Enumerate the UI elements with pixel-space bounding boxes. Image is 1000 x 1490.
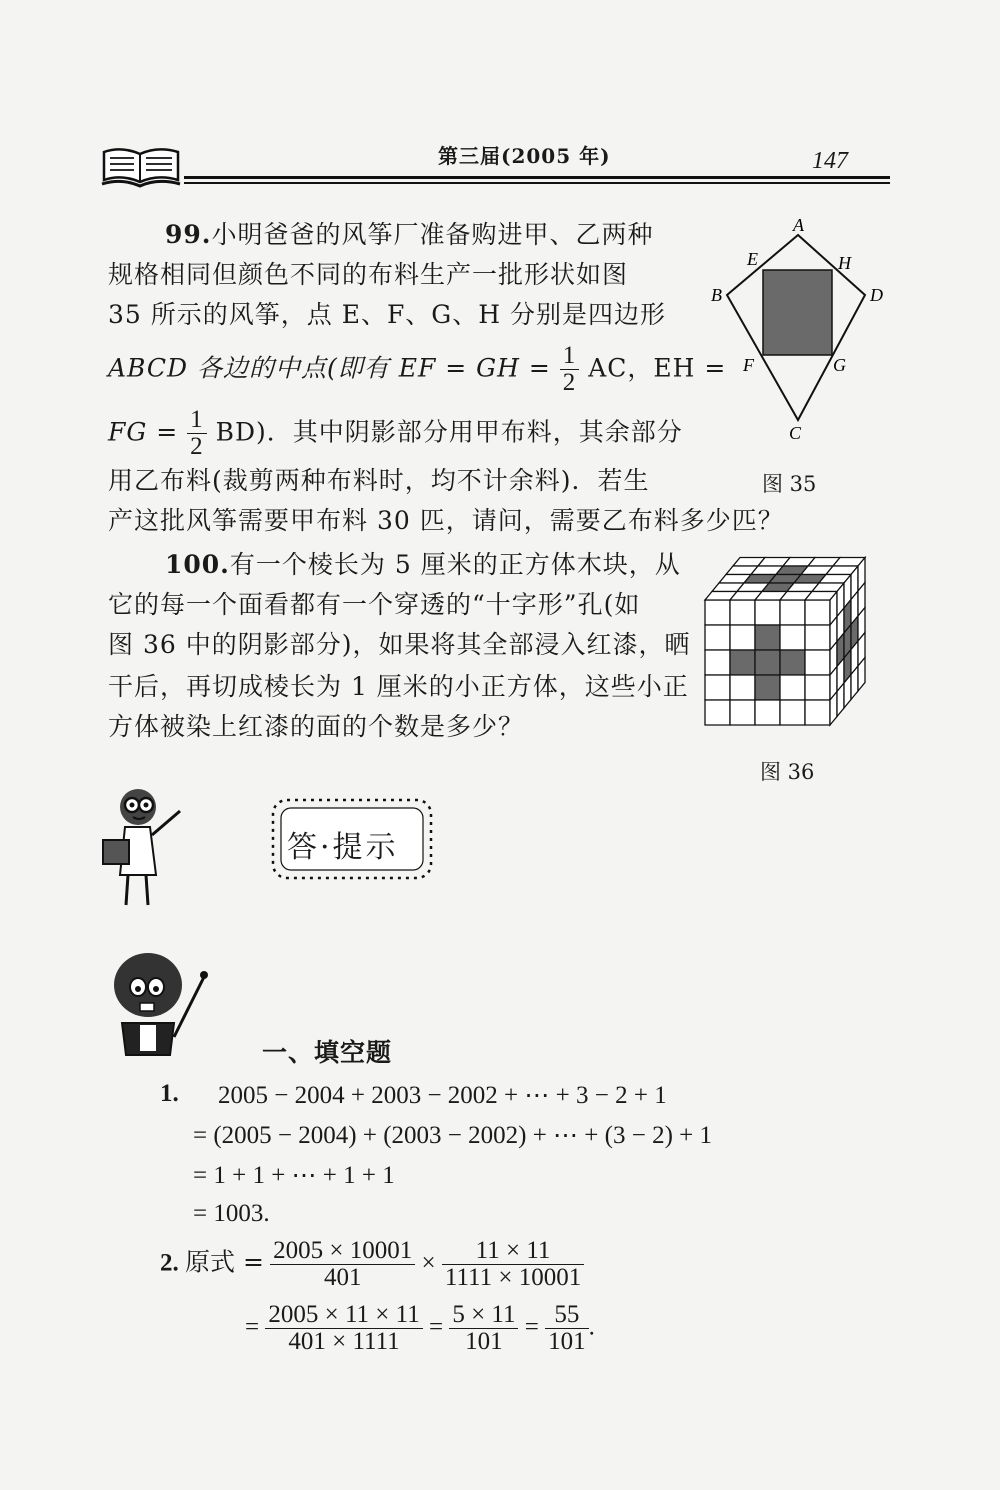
figure-36-caption: 图 36: [760, 760, 815, 784]
book-icon: [100, 140, 182, 190]
cube-front-cell: [755, 600, 780, 625]
label-B: B: [711, 285, 722, 305]
cube-front-cell: [730, 600, 755, 625]
p100-line5: 方体被染上红漆的面的个数是多少？: [108, 712, 525, 741]
header-title: 第三届(2005 年): [438, 144, 611, 168]
cube-front-cell: [730, 625, 755, 650]
p100-line4: 干后，再切成棱长为 1 厘米的小正方体，这些小正: [108, 672, 689, 701]
answers-banner-text: 答·提示: [287, 830, 399, 865]
cube-front-cell: [755, 700, 780, 725]
answer1-line1: 2005 − 2004 + 2003 − 2002 + ⋯ + 3 − 2 + 1: [218, 1082, 667, 1109]
answer1-line2: = (2005 − 2004) + (2003 − 2002) + ⋯ + (3 − 2) + 1: [193, 1122, 712, 1149]
label-A: A: [793, 215, 804, 235]
cube-front-cell: [730, 650, 755, 675]
header-rule-bottom: [184, 182, 890, 184]
p99-line5: FG = $\frac{1}{2}$ BD)．其中阴影部分用甲布料，其余部分: [108, 406, 683, 461]
cube-front-cell: [805, 675, 830, 700]
p99-line1: 99.小明爸爸的风筝厂准备购进甲、乙两种: [165, 220, 654, 249]
cube-front-cell: [805, 625, 830, 650]
cube-front-cell: [780, 700, 805, 725]
cube-front-cell: [730, 675, 755, 700]
p99-line4: ABCD 各边的中点(即有 EF = GH = $\frac{1}{2}$ AC，EH =: [108, 342, 727, 397]
cube-front-cell: [705, 625, 730, 650]
p100-line1: 100.有一个棱长为 5 厘米的正方体木块，从: [165, 550, 681, 579]
cube-front-cell: [730, 700, 755, 725]
p99-line6: 用乙布料(裁剪两种布料时，均不计余料)．若生: [108, 466, 650, 495]
label-D: D: [870, 285, 883, 305]
label-E: E: [747, 249, 758, 269]
p99-line7: 产这批风筝需要甲布料 30 匹，请问，需要乙布料多少匹？: [108, 506, 784, 535]
page-header: [100, 140, 890, 190]
p100-number: 100.: [165, 550, 230, 579]
answer2-number: 2.: [160, 1249, 179, 1277]
answer2-line1: 2. 原式 = $\frac{2005 \times 10001}{401}$ × $\frac{11 \times 11}{1111 \times 10001}$: [160, 1238, 584, 1292]
p99-line2: 规格相同但颜色不同的布料生产一批形状如图: [108, 260, 629, 289]
answer2-label: 原式 =: [185, 1247, 264, 1277]
label-H: H: [838, 253, 851, 273]
label-F: F: [743, 355, 754, 375]
p99-line3: 35 所示的风筝，点 E、F、G、H 分别是四边形: [108, 300, 667, 329]
fraction: $\frac{2005 \times 10001}{401}$: [270, 1238, 415, 1292]
fraction-half: $\frac{1}{2}$: [187, 407, 207, 461]
header-rule-top: [184, 176, 890, 179]
answer1-line4: = 1003.: [193, 1200, 270, 1227]
figure-35-caption: 图 35: [762, 472, 817, 496]
painter-cartoon: [100, 945, 210, 1070]
cube-front-cell: [705, 650, 730, 675]
p99-number: 99.: [165, 220, 212, 249]
answer1-number: 1.: [160, 1080, 179, 1107]
cube-front-cell: [705, 675, 730, 700]
figure-35-kite: [705, 215, 895, 445]
cube-front-cell: [755, 650, 780, 675]
p100-line2: 它的每一个面看都有一个穿透的“十字形”孔(如: [108, 590, 641, 619]
cube-front-cell: [705, 600, 730, 625]
cube-front-cell: [780, 675, 805, 700]
fraction: $\frac{55}{101}$: [545, 1302, 589, 1356]
cube-front-cell: [805, 700, 830, 725]
cube-front-cell: [780, 600, 805, 625]
cube-front-cell: [755, 625, 780, 650]
kite-shaded-rectangle: [763, 270, 832, 355]
label-G: G: [833, 355, 846, 375]
fraction: $\frac{5 \times 11}{101}$: [449, 1302, 518, 1356]
cube-front-cell: [780, 650, 805, 675]
fraction-half: $\frac{1}{2}$: [560, 343, 580, 397]
cube-front-cell: [755, 675, 780, 700]
cube-front-cell: [805, 600, 830, 625]
cube-front-cell: [780, 625, 805, 650]
answers-banner: [263, 790, 441, 888]
section-title: 一、填空题: [262, 1038, 393, 1067]
fraction: $\frac{11 \times 11}{1111 \times 10001}$: [442, 1238, 584, 1292]
label-C: C: [789, 423, 802, 443]
figure-36-cube: [700, 548, 890, 733]
teacher-cartoon: [100, 785, 185, 910]
fraction: $\frac{2005 \times 11 \times 11}{401 \times 1111}$: [265, 1302, 422, 1356]
cube-front-cell: [805, 650, 830, 675]
cube-front-cell: [705, 700, 730, 725]
p100-line3: 图 36 中的阴影部分)，如果将其全部浸入红漆，晒: [108, 630, 691, 659]
answer2-line2: = $\frac{2005 \times 11 \times 11}{401 \times 1111}$ = $\frac{5 \times 11}{101}$ = $\frac{55}{101}$ .: [245, 1301, 595, 1356]
page-number: 147: [812, 148, 848, 174]
answer1-line3: = 1 + 1 + ⋯ + 1 + 1: [193, 1162, 395, 1189]
